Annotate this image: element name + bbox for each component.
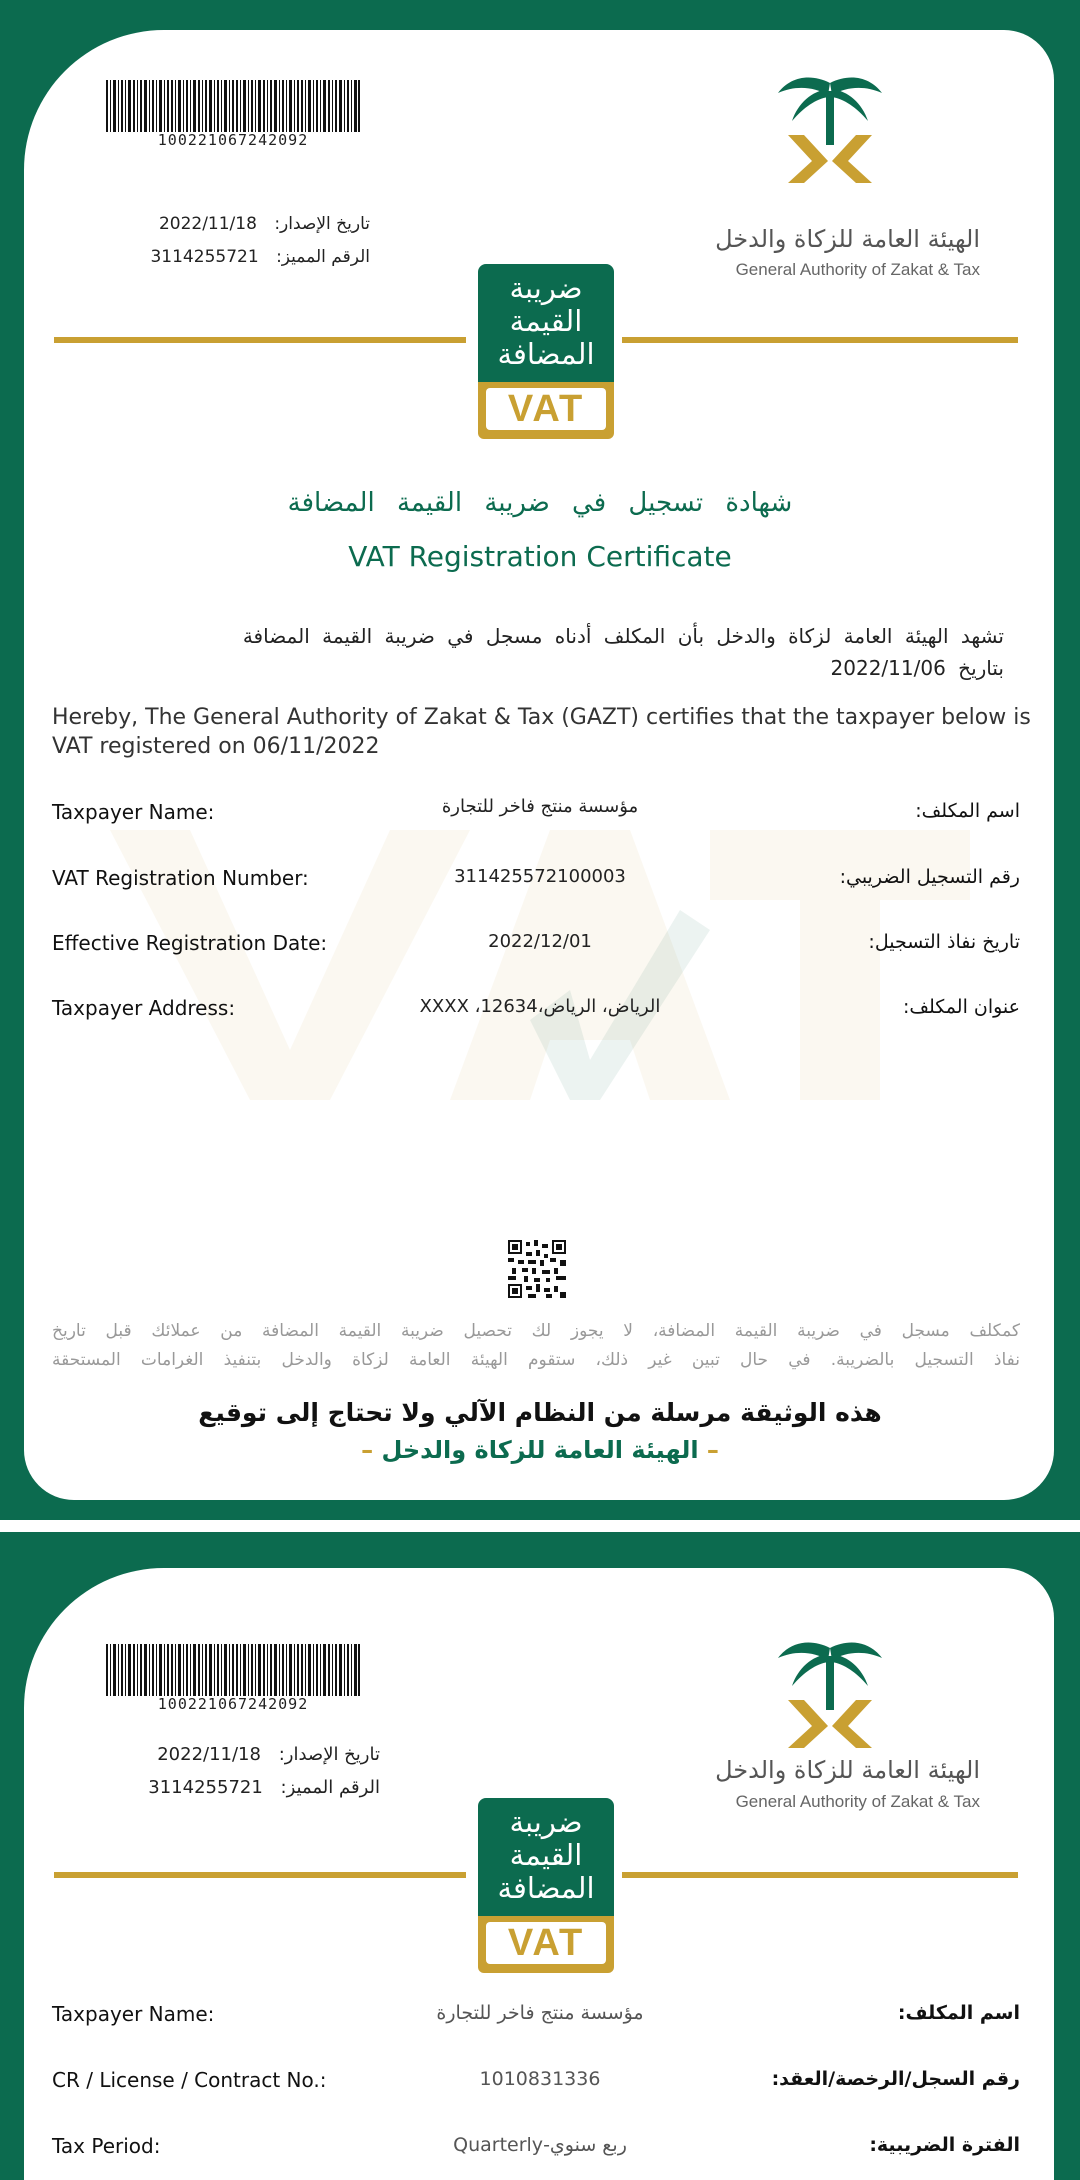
taxpayer-name-label-ar-2: اسم المكلف: (897, 2002, 1020, 2024)
tax-period-value: ربع سنوي-Quarterly (453, 2134, 627, 2156)
taxpayer-name-value: مؤسسة منتج فاخر للتجارة (441, 796, 639, 817)
footer-org-name: الهيئة العامة للزكاة والدخل (381, 1436, 699, 1464)
org-name-ar: الهيئة العامة للزكاة والدخل (715, 225, 980, 253)
vat-badge-arabic-2 (478, 1798, 614, 1916)
auto-generated-note: هذه الوثيقة مرسلة من النظام الآلي ولا تحتاج إلى توقيع (198, 1398, 882, 1427)
palm-logo-icon (770, 1630, 890, 1750)
badge-line-2: القيمة (509, 304, 583, 338)
vat-badge (478, 264, 614, 439)
unique-number-value-2: 3114255721 (148, 1777, 263, 1798)
disclaimer-line-2: نفاذ التسجيل بالضريبة. في حال تبين غير ذلك، ستقوم الهيئة العامة لزكاة والدخل بتنفيذ الغرامات المستحقة (52, 1350, 1020, 1370)
barcode-2 (106, 1644, 360, 1713)
vat-badge-2 (478, 1798, 614, 1973)
badge-line-3: المضافة (497, 337, 595, 371)
title-en: VAT Registration Certificate (348, 540, 732, 573)
cr-license-label-en: CR / License / Contract No.: (52, 2068, 327, 2092)
effective-date-label-ar: تاريخ نفاذ التسجيل: (868, 931, 1020, 953)
unique-number-row (140, 247, 370, 267)
effective-date-label-en: Effective Registration Date: (52, 931, 328, 955)
issue-date-value-2: 2022/11/18 (157, 1744, 261, 1765)
certify-paragraph-en: Hereby, The General Authority of Zakat & Tax (GAZT) certifies that the taxpayer below is VAT registered on 06/11/2022 (52, 705, 1031, 759)
taxpayer-name-label-en: Taxpayer Name: (52, 800, 215, 824)
certificate-page-2 (0, 1532, 1080, 2180)
org-name-en: General Authority of Zakat & Tax (735, 260, 980, 279)
title-ar: شهادة تسجيل في ضريبة القيمة المضافة (287, 488, 793, 518)
unique-number-row-2 (140, 1777, 380, 1798)
gold-divider-left (54, 337, 466, 343)
palm-logo-icon (770, 65, 890, 185)
taxpayer-name-label-en-2: Taxpayer Name: (52, 2002, 215, 2026)
vat-badge-text-2: VAT (486, 1922, 606, 1964)
barcode (106, 80, 360, 149)
disclaimer-line-1: كمكلف مسجل في ضريبة القيمة المضافة، لا يجوز لك تحصيل ضريبة القيمة المضافة من عملائك قبل تاريخ (52, 1321, 1020, 1341)
address-label-en: Taxpayer Address: (52, 996, 236, 1020)
issue-date-label: تاريخ الإصدار: (274, 214, 370, 234)
badge-line-1: ضريبة (509, 1805, 583, 1839)
taxpayer-name-label-ar: اسم المكلف: (915, 800, 1020, 822)
vat-badge-text: VAT (486, 388, 606, 430)
vat-watermark-icon (110, 820, 970, 1110)
effective-date-value: 2022/12/01 (488, 931, 592, 952)
unique-number-label-2: الرقم المميز: (280, 1777, 380, 1798)
footer-org (0, 1436, 1080, 1464)
issue-date-row-2 (140, 1744, 380, 1765)
qr-code-icon (508, 1240, 566, 1298)
org-name-en-2: General Authority of Zakat & Tax (735, 1792, 980, 1811)
barcode-number: 100221067242092 (106, 132, 360, 148)
tax-period-label-en: Tax Period: (52, 2134, 161, 2158)
address-label-ar: عنوان المكلف: (902, 996, 1020, 1018)
badge-line-1: ضريبة (509, 271, 583, 305)
certify-line-1: تشهد الهيئة العامة لزكاة والدخل بأن المكلف أدناه مسجل في ضريبة القيمة المضافة (242, 624, 1004, 648)
vat-number-label-en: VAT Registration Number: (52, 866, 309, 890)
footer-dash-right: – (706, 1436, 719, 1464)
issue-date-row (140, 214, 370, 234)
vat-badge-gold-2 (478, 1916, 614, 1973)
address-value: الرياض، الرياض،12634، XXXX (419, 996, 661, 1017)
tax-period-label-ar: الفترة الضريبية: (869, 2134, 1020, 2156)
barcode-bars-icon (106, 1644, 360, 1696)
cr-license-value: 1010831336 (479, 2068, 601, 2090)
page-separator (0, 1520, 1080, 1532)
org-name-ar-2: الهيئة العامة للزكاة والدخل (715, 1756, 980, 1784)
badge-line-2: القيمة (509, 1838, 583, 1872)
cr-license-label-ar: رقم السجل/الرخصة/العقد: (771, 2068, 1020, 2090)
vat-badge-arabic (478, 264, 614, 382)
badge-line-3: المضافة (497, 1871, 595, 1905)
certify-line-2: بتاريخ 2022/11/06 (830, 656, 1004, 680)
barcode-bars-icon (106, 80, 360, 132)
gold-divider-right (622, 337, 1018, 343)
certify-paragraph-ar (120, 620, 1004, 684)
taxpayer-name-value-2: مؤسسة منتج فاخر للتجارة (436, 2002, 644, 2024)
vat-number-label-ar: رقم التسجيل الضريبي: (839, 866, 1020, 888)
issue-date-value: 2022/11/18 (158, 214, 257, 234)
footer-dash-left: – (361, 1436, 374, 1464)
unique-number-value: 3114255721 (150, 247, 259, 267)
issue-date-label-2: تاريخ الإصدار: (278, 1744, 380, 1765)
gold-divider-right-2 (622, 1872, 1018, 1878)
vat-badge-gold (478, 382, 614, 439)
gold-divider-left-2 (54, 1872, 466, 1878)
vat-number-value: 311425572100003 (454, 866, 626, 887)
barcode-number-2: 100221067242092 (106, 1696, 360, 1712)
unique-number-label: الرقم المميز: (276, 247, 370, 267)
